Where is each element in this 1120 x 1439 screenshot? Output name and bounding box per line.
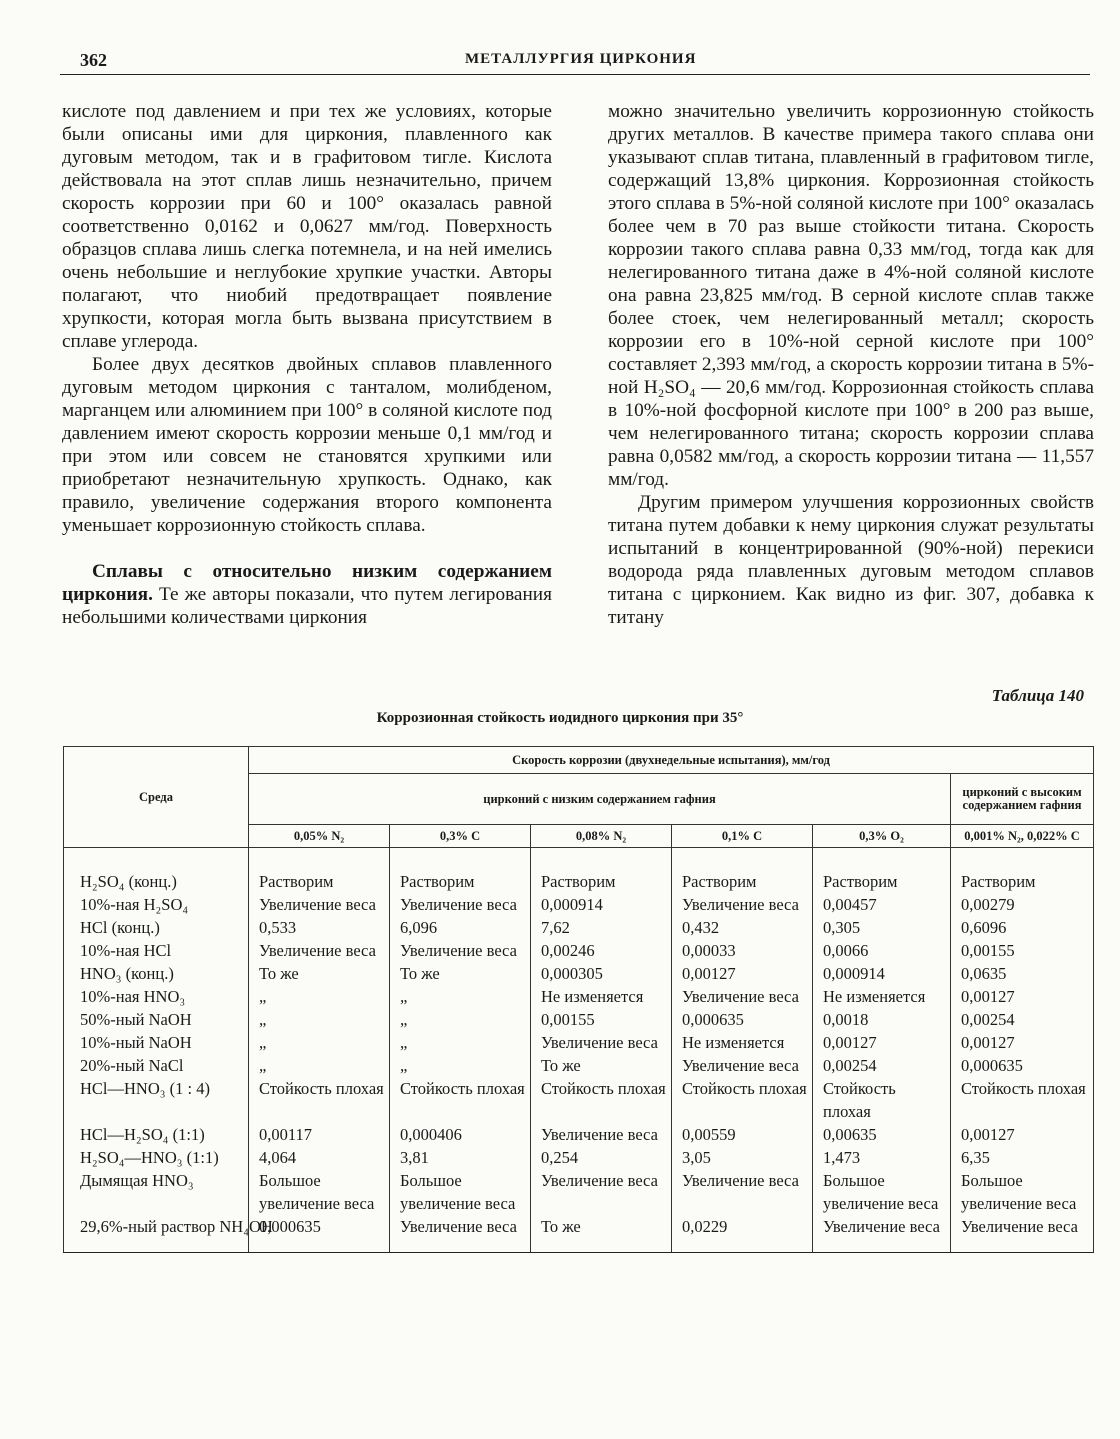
medium-cell: HCl—H₂SO₄ (1:1)	[64, 1123, 249, 1146]
value-cell: Стойкость плохая	[531, 1077, 672, 1123]
value-cell: 0,254	[531, 1146, 672, 1169]
column-header: 0,08% N₂	[531, 825, 672, 848]
value-cell: 0,00117	[249, 1123, 390, 1146]
value-cell: „	[249, 1008, 390, 1031]
value-cell: 0,6096	[951, 916, 1094, 939]
medium-cell: 29,6%-ный раствор NH₄OH	[64, 1215, 249, 1253]
value-cell: Не изменяется	[672, 1031, 813, 1054]
value-cell: Увеличение веса	[672, 1054, 813, 1077]
value-cell: 0,00127	[813, 1031, 951, 1054]
value-cell: 0,00635	[813, 1123, 951, 1146]
value-cell: Растворим	[531, 848, 672, 894]
value-cell: 0,0066	[813, 939, 951, 962]
value-cell: 0,00279	[951, 893, 1094, 916]
value-cell: 3,81	[390, 1146, 531, 1169]
table-row	[64, 962, 1094, 985]
value-cell: 0,000635	[951, 1054, 1094, 1077]
header-high-hafnium: цирконий с высоким содержанием гафния	[951, 774, 1094, 825]
table-body	[64, 848, 1094, 1253]
right-column	[608, 100, 1094, 629]
value-cell: То же	[531, 1054, 672, 1077]
value-cell: 7,62	[531, 916, 672, 939]
table-row	[64, 939, 1094, 962]
table-row	[64, 985, 1094, 1008]
value-cell: 0,000914	[531, 893, 672, 916]
value-cell: Увеличение веса	[249, 939, 390, 962]
table-title: Коррозионная стойкость иодидного циркония при 35°	[376, 710, 744, 726]
medium-cell: H₂SO₄—HNO₃ (1:1)	[64, 1146, 249, 1169]
value-cell: 0,000406	[390, 1123, 531, 1146]
value-cell: Растворим	[813, 848, 951, 894]
value-cell: 4,064	[249, 1146, 390, 1169]
medium-cell: 10%-ная HNO₃	[64, 985, 249, 1008]
table-label: Таблица 140	[991, 686, 1084, 705]
medium-cell: H₂SO₄ (конц.)	[64, 848, 249, 894]
table-row	[64, 1054, 1094, 1077]
value-cell: 0,533	[249, 916, 390, 939]
left-paragraph-1: кислоте под давлением и при тех же условиях, которые были описаны ими для циркония, плавленного как дуговым методом, так и в графитовом тигле. Кислота действовала на этот сплав лишь незначительно, причем скорость коррозии при 60 и 100° оказалась равной соответственно 0,0162 и 0,0627 мм/год. Поверхность образцов сплава лишь слегка потемнела, и на ней имелись очень небольшие и неглубокие хрупкие участки. Авторы полагают, что ниобий предотвращает появление хрупкости, которая могла быть вызвана присутствием в сплаве углерода.	[62, 101, 552, 352]
value-cell: „	[390, 985, 531, 1008]
value-cell: Увеличение веса	[390, 1215, 531, 1253]
value-cell: „	[390, 1008, 531, 1031]
value-cell: 0,000635	[672, 1008, 813, 1031]
corrosion-table	[63, 746, 1094, 1253]
table-row	[64, 848, 1094, 894]
page-number: 362	[80, 50, 107, 70]
medium-cell: HCl—HNO₃ (1 : 4)	[64, 1077, 249, 1123]
value-cell: Растворим	[672, 848, 813, 894]
table-row	[64, 893, 1094, 916]
value-cell: 3,05	[672, 1146, 813, 1169]
value-cell: Не изменяется	[813, 985, 951, 1008]
value-cell: 0,00155	[951, 939, 1094, 962]
value-cell: Увеличение веса	[531, 1169, 672, 1215]
value-cell: То же	[531, 1215, 672, 1253]
header-low-hafnium: цирконий с низким содержанием гафния	[249, 774, 951, 825]
value-cell: Увеличение веса	[672, 893, 813, 916]
header-medium: Среда	[64, 747, 249, 848]
value-cell: 6,35	[951, 1146, 1094, 1169]
value-cell: „	[390, 1054, 531, 1077]
value-cell: 0,00246	[531, 939, 672, 962]
value-cell: То же	[390, 962, 531, 985]
value-cell: 1,473	[813, 1146, 951, 1169]
table-row	[64, 1123, 1094, 1146]
value-cell: 0,00254	[951, 1008, 1094, 1031]
medium-cell: HNO₃ (конц.)	[64, 962, 249, 985]
value-cell: Увеличение веса	[813, 1215, 951, 1253]
value-cell: Увеличение веса	[951, 1215, 1094, 1253]
value-cell: „	[390, 1031, 531, 1054]
value-cell: Стойкость плохая	[390, 1077, 531, 1123]
value-cell: 0,00033	[672, 939, 813, 962]
value-cell: 0,0635	[951, 962, 1094, 985]
value-cell: Увеличение веса	[531, 1031, 672, 1054]
value-cell: Большое увеличение веса	[951, 1169, 1094, 1215]
value-cell: 0,00127	[951, 1123, 1094, 1146]
value-cell: Увеличение веса	[390, 939, 531, 962]
value-cell: Увеличение веса	[672, 1169, 813, 1215]
value-cell: Увеличение веса	[249, 893, 390, 916]
table-row	[64, 1146, 1094, 1169]
section-gap	[62, 537, 552, 560]
running-title: МЕТАЛЛУРГИЯ ЦИРКОНИЯ	[465, 51, 697, 67]
value-cell: То же	[249, 962, 390, 985]
medium-cell: 50%-ный NaOH	[64, 1008, 249, 1031]
medium-cell: 10%-ная H₂SO₄	[64, 893, 249, 916]
value-cell: Растворим	[390, 848, 531, 894]
left-column	[62, 100, 552, 629]
value-cell: „	[249, 1031, 390, 1054]
value-cell: 0,000914	[813, 962, 951, 985]
value-cell: Стойкость плохая	[813, 1077, 951, 1123]
column-header: 0,05% N₂	[249, 825, 390, 848]
value-cell: Увеличение веса	[531, 1123, 672, 1146]
value-cell: Растворим	[951, 848, 1094, 894]
page-header	[80, 50, 1090, 74]
value-cell: Большое увеличение веса	[390, 1169, 531, 1215]
column-header: 0,001% N₂, 0,022% C	[951, 825, 1094, 848]
value-cell: Не изменяется	[531, 985, 672, 1008]
value-cell: 0,00155	[531, 1008, 672, 1031]
left-paragraph-3	[62, 560, 552, 629]
value-cell: 0,000635	[249, 1215, 390, 1253]
value-cell: „	[249, 985, 390, 1008]
medium-cell: 10%-ный NaOH	[64, 1031, 249, 1054]
column-header: 0,3% O₂	[813, 825, 951, 848]
header-corrosion-rate: Скорость коррозии (двухнедельные испытания), мм/год	[249, 747, 1094, 774]
medium-cell: HCl (конц.)	[64, 916, 249, 939]
table-row	[64, 916, 1094, 939]
right-paragraph-2: Другим примером улучшения коррозионных свойств титана путем добавки к нему циркония служат результаты испытаний в концентрированной (90%-ной) перекиси водорода ряда плавленных дуговым методом сплавов титана с цирконием. Как видно из фиг. 307, добавка к титану	[608, 492, 1094, 628]
table-row	[64, 1031, 1094, 1054]
value-cell: 0,00127	[951, 1031, 1094, 1054]
table-row	[64, 1077, 1094, 1123]
value-cell: 0,00127	[951, 985, 1094, 1008]
value-cell: 0,0229	[672, 1215, 813, 1253]
value-cell: 0,432	[672, 916, 813, 939]
value-cell: 0,00254	[813, 1054, 951, 1077]
table-row	[64, 1169, 1094, 1215]
table-row	[64, 1215, 1094, 1253]
value-cell: Увеличение веса	[390, 893, 531, 916]
medium-cell: 20%-ный NaCl	[64, 1054, 249, 1077]
medium-cell: Дымящая HNO₃	[64, 1169, 249, 1215]
value-cell: 0,0018	[813, 1008, 951, 1031]
value-cell: „	[249, 1054, 390, 1077]
left-paragraph-2: Более двух десятков двойных сплавов плавленного дуговым методом циркония с танталом, молибденом, марганцем или алюминием при 100° в соляной кислоте под давлением имеют скорость коррозии меньше 0,1 мм/год и при этом или совсем не становятся хрупкими или приобретают незначительную хрупкость. Однако, как правило, увеличение содержания второго компонента уменьшает коррозионную стойкость сплава.	[62, 354, 552, 536]
value-cell: 6,096	[390, 916, 531, 939]
value-cell: Стойкость плохая	[249, 1077, 390, 1123]
section-heading: Сплавы с относительно низким содержанием циркония.	[62, 561, 552, 605]
column-header: 0,1% C	[672, 825, 813, 848]
value-cell: Растворим	[249, 848, 390, 894]
header-rule	[60, 74, 1090, 75]
medium-cell: 10%-ная HCl	[64, 939, 249, 962]
left-paragraph-3-text: Те же авторы показали, что путем легирования небольшими количествами циркония	[62, 584, 552, 628]
value-cell: Большое увеличение веса	[813, 1169, 951, 1215]
value-cell: 0,00457	[813, 893, 951, 916]
right-paragraph-1: можно значительно увеличить коррозионную стойкость других металлов. В качестве примера такого сплава они указывают сплав титана, плавленный в графитовом тигле, содержащий 13,8% циркония. Коррозионная стойкость этого сплава в 5%-ной соляной кислоте при 100° оказалась более чем в 70 раз выше стойкости титана. Скорость коррозии такого сплава равна 0,33 мм/год, тогда как для нелегированного титана даже в 4%-ной соляной кислоте она равна 23,825 мм/год. В серной кислоте сплав также более стоек, чем нелегированный металл; скорость коррозии его в 10%-ной серной кислоте при 100° составляет 2,393 мм/год, а скорость коррозии титана в 5%-ной H₂SO₄ — 20,6 мм/год. Коррозионная стойкость сплава в 10%-ной фосфорной кислоте при 100° в 200 раз выше, чем нелегированного титана; скорость коррозии сплава равна 0,0582 мм/год, а скорость коррозии титана — 11,557 мм/год.	[608, 101, 1094, 490]
table-row	[64, 1008, 1094, 1031]
value-cell: Увеличение веса	[672, 985, 813, 1008]
column-header: 0,3% C	[390, 825, 531, 848]
value-cell: 0,00559	[672, 1123, 813, 1146]
value-cell: 0,305	[813, 916, 951, 939]
value-cell: Стойкость плохая	[951, 1077, 1094, 1123]
value-cell: 0,000305	[531, 962, 672, 985]
value-cell: Стойкость плохая	[672, 1077, 813, 1123]
value-cell: 0,00127	[672, 962, 813, 985]
value-cell: Большое увеличение веса	[249, 1169, 390, 1215]
